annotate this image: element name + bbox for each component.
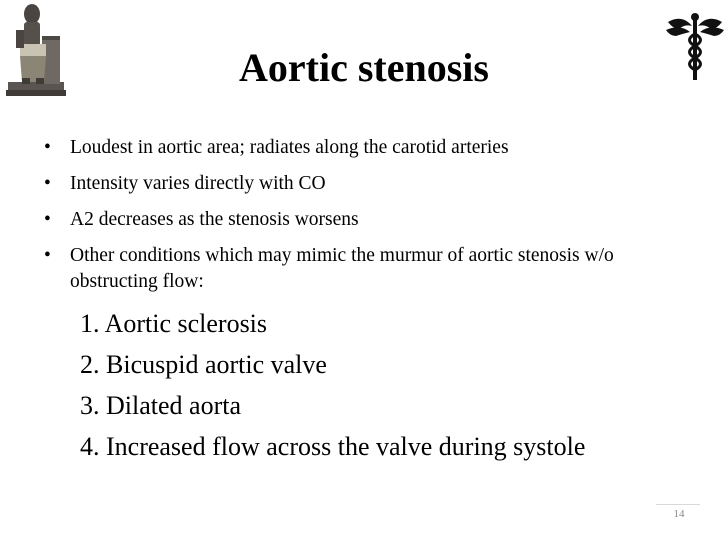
numbered-list [80,303,700,467]
numbered-item: 2. Bicuspid aortic valve [80,350,327,379]
numbered-item: 3. Dilated aorta [80,391,241,420]
slide-title: Aortic stenosis [239,45,489,90]
bullet-item: • A2 decreases as the stenosis worsens [46,207,666,233]
bullet-item: • Loudest in aortic area; radiates along the carotid arteries [46,135,666,161]
bullet-item: • Intensity varies directly with CO [46,171,666,197]
bullet-item: • Other conditions which may mimic the murmur of aortic stenosis w/o obstructing flow: [46,243,666,295]
numbered-item: 4. Increased flow across the valve during systole [80,432,586,461]
page-number-divider [656,504,700,505]
page-number: 14 [673,508,685,520]
numbered-item: 1. Aortic sclerosis [80,309,268,338]
bullet-list [46,135,666,295]
